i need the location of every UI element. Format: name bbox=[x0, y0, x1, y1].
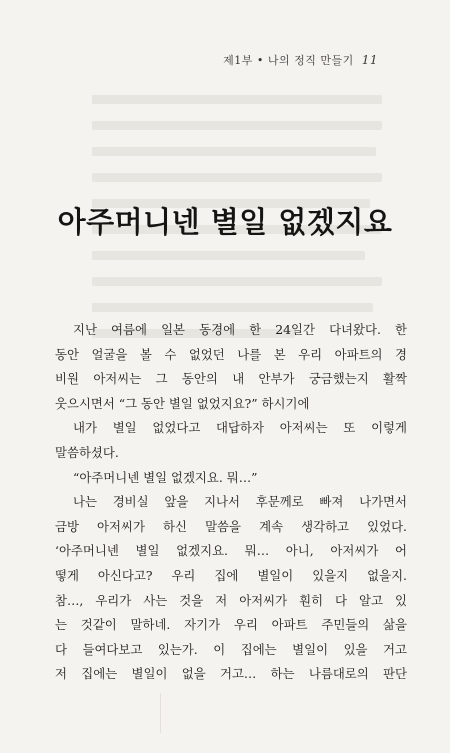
show-through-line bbox=[92, 251, 365, 260]
body-line: 저 집에는 별일이 없을 거고… 하는 나름대로의 판단 bbox=[55, 666, 407, 682]
show-through-line bbox=[92, 147, 376, 156]
body-line: 동안 얼굴을 볼 수 없었던 나를 본 우리 아파트의 경 bbox=[55, 346, 407, 362]
running-title: 제1부 • 나의 정직 만들기 bbox=[223, 54, 354, 67]
body-line: 참…, 우리가 사는 것을 저 아저씨가 훤히 다 알고 있 bbox=[55, 592, 407, 608]
show-through-line bbox=[92, 121, 382, 130]
body-line: 다 들여다보고 있는가. 이 집에는 별일이 있을 거고 bbox=[55, 641, 407, 657]
show-through-line bbox=[92, 95, 382, 104]
body-text bbox=[55, 318, 407, 687]
body-line: 금방 아저씨가 하신 말씀을 계속 생각하고 있었다. bbox=[55, 518, 407, 534]
page-number: 11 bbox=[361, 53, 378, 67]
body-line: 떻게 아신다고? 우리 집에 별일이 있을지 없을지. bbox=[55, 567, 407, 583]
body-line: 비원 아저씨는 그 동안의 내 안부가 궁금했는지 활짝 bbox=[55, 371, 407, 387]
show-through-line bbox=[92, 277, 382, 286]
running-header bbox=[223, 52, 378, 68]
body-line: 는 것같이 말하네. 자기가 우리 아파트 주민들의 삶을 bbox=[55, 617, 407, 633]
body-line: 웃으시면서 “그 동안 별일 없었지요?” 하시기에 bbox=[55, 395, 310, 411]
show-through-line bbox=[92, 303, 373, 312]
page-crease bbox=[160, 693, 161, 733]
body-line: 나는 경비실 앞을 지나서 후문께로 빠져 나가면서 bbox=[73, 494, 407, 510]
body-line: 지난 여름에 일본 동경에 한 24일간 다녀왔다. 한 bbox=[73, 322, 407, 337]
show-through-line bbox=[92, 173, 382, 182]
body-line: 내가 별일 없었다고 대답하자 아저씨는 또 이렇게 bbox=[73, 420, 407, 436]
body-line: 말씀하셨다. bbox=[55, 444, 119, 460]
body-line: “아주머니넨 별일 없겠지요. 뭐…” bbox=[73, 469, 258, 485]
body-line: ‘아주머니넨 별일 없겠지요. 뭐… 아니, 아저씨가 어 bbox=[55, 543, 407, 559]
chapter-title: 아주머니넨 별일 없겠지요 bbox=[57, 205, 393, 239]
